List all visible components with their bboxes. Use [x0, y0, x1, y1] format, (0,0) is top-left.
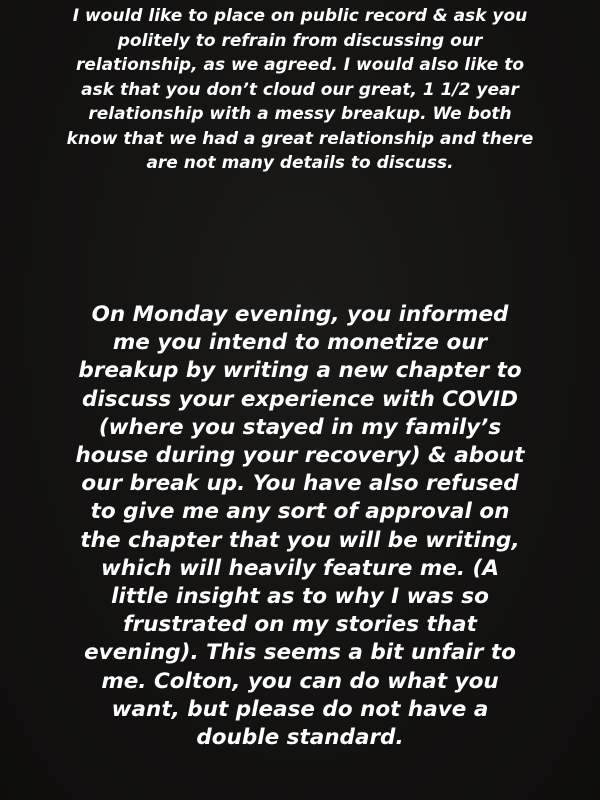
text-line: evening). This seems a bit unfair to: [84, 640, 516, 666]
statement-paragraph-2: [0, 301, 600, 752]
text-line: the chapter that you will be writing,: [80, 527, 520, 553]
statement-paragraph-1: [0, 4, 600, 176]
text-line: to give me any sort of approval on: [90, 499, 510, 525]
text-line: house during your recovery) & about: [75, 443, 525, 469]
text-line: me. Colton, you can do what you: [101, 668, 499, 694]
text-line: On Monday evening, you informed: [91, 302, 509, 327]
text-line: want, but please do not have a: [111, 696, 489, 722]
text-line: I would like to place on public record & ask you: [72, 6, 528, 26]
text-line: ask that you don’t cloud our great, 1 1/2 year: [81, 79, 519, 100]
text-line: double standard.: [196, 725, 404, 751]
text-line: are not many details to discuss.: [146, 153, 454, 173]
text-line: breakup by writing a new chapter to: [78, 358, 522, 384]
text-line: me you intend to monetize our: [112, 330, 488, 356]
text-line: (where you stayed in my family’s: [98, 414, 502, 440]
text-line: relationship, as we agreed. I would also like to: [75, 55, 525, 75]
text-line: our break up. You have also refused: [81, 471, 519, 497]
text-line: relationship with a messy breakup. We both: [88, 104, 512, 124]
text-line: politely to refrain from discussing our: [117, 30, 483, 51]
text-line: little insight as to why I was so: [111, 584, 489, 610]
text-line: which will heavily feature me. (A: [101, 555, 499, 581]
text-line: frustrated on my stories that: [123, 612, 477, 638]
text-line: know that we had a great relationship and there: [66, 128, 534, 149]
text-line: discuss your experience with COVID: [81, 386, 519, 412]
